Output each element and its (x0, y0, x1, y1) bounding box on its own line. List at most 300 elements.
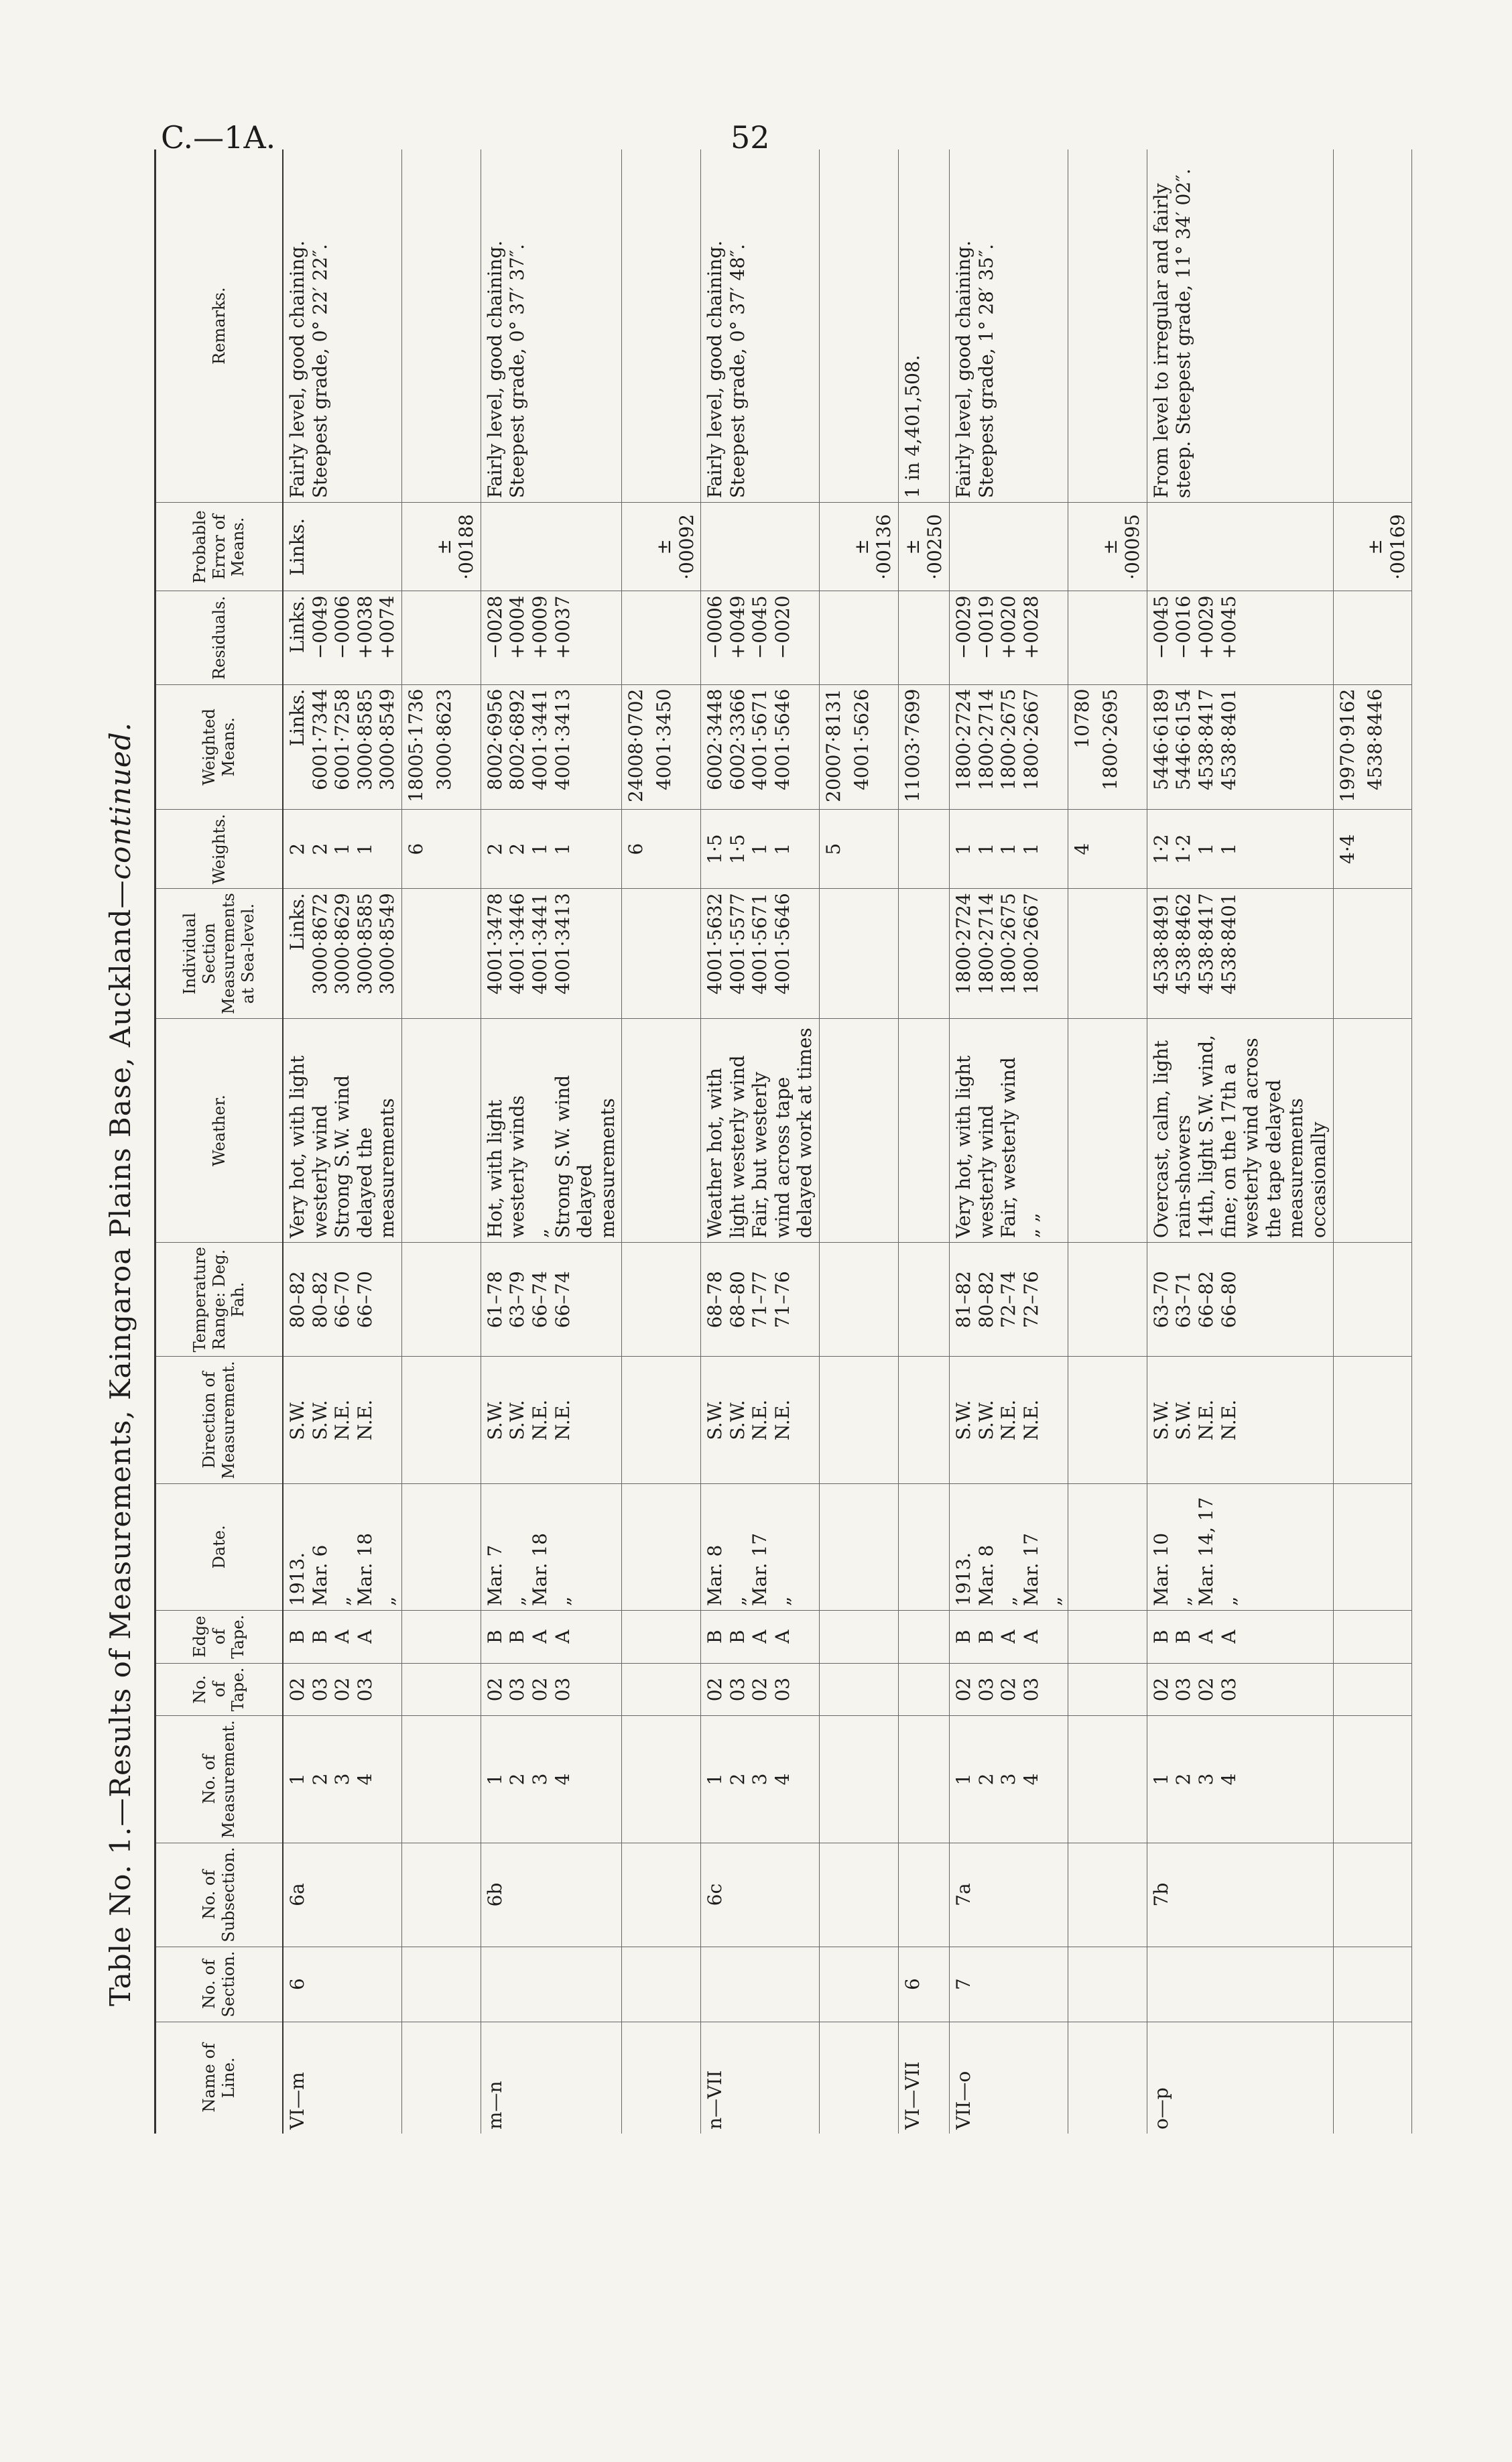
temperatures (1147, 1243, 1333, 1357)
empty-cell (1096, 1716, 1147, 1843)
empty-cell (650, 591, 701, 684)
empty-cell (1068, 1019, 1096, 1243)
dates (481, 1483, 622, 1610)
sealevel-values-entry: 1800·2675 (997, 893, 1020, 995)
empty-cell (650, 1843, 701, 1947)
dates-entry: „ (1042, 1596, 1065, 1606)
residuals-entry: +0020 (997, 595, 1020, 660)
tape-edges-entry: B (974, 1629, 997, 1644)
tape-edges-entry: A (997, 1629, 1020, 1644)
tape-numbers-entry: 02 (1194, 1677, 1217, 1702)
measurement-numbers-entry: 3 (997, 1773, 1020, 1786)
sealevel-values-entry: 4001·5671 (749, 893, 771, 995)
tape-numbers-entry: 03 (551, 1677, 574, 1702)
temperatures-entry: 72–76 (1019, 1271, 1042, 1329)
sealevel-values-entry: Links. (286, 893, 308, 951)
empty-cell (1333, 149, 1361, 503)
col-name-of-line: Name of Line. (155, 2022, 284, 2134)
sealevel-values-entry: 4001·3441 (528, 893, 551, 995)
weighted-means (283, 684, 401, 810)
empty-cell (848, 1610, 899, 1663)
weights-entry: 1·5 (726, 834, 749, 864)
empty-cell (848, 810, 899, 889)
table-title-suffix: continued. (104, 721, 137, 880)
empty-cell (650, 1483, 701, 1610)
empty-cell (820, 503, 848, 591)
tape-numbers-entry: 03 (1172, 1677, 1195, 1702)
empty-cell (401, 149, 430, 503)
empty-cell (401, 1019, 430, 1243)
weather-entry: Very hot, with light westerly wind (286, 1055, 331, 1239)
empty-cell (1361, 591, 1412, 684)
remark: Fairly level, good chaining. Steepest grade, 0° 22′ 22″. (286, 240, 331, 499)
empty-cell (1068, 591, 1096, 684)
weather (283, 1019, 401, 1243)
empty-cell (1361, 1483, 1412, 1610)
weighted-means-entry: 4538·8401 (1217, 688, 1240, 791)
weights (950, 810, 1068, 889)
empty-cell (430, 149, 481, 503)
table-row-total (1068, 149, 1096, 2134)
empty-cell (622, 1716, 650, 1843)
dates-entry: „ (551, 1596, 574, 1606)
col-edge: Edge of Tape. (155, 1610, 284, 1663)
empty-cell (1333, 591, 1361, 684)
sealevel-values-entry: 3000·8549 (376, 893, 399, 995)
tape-edges-entry: B (952, 1629, 975, 1644)
dates-entry: Mar. 18 (528, 1532, 551, 1606)
residuals-entry: +0009 (528, 595, 551, 660)
directions-entry: S.W. (974, 1400, 997, 1440)
weighted-means (1147, 684, 1333, 810)
tape-edges-entry: B (1172, 1629, 1195, 1644)
sealevel-values-entry: 1800·2667 (1019, 893, 1042, 995)
tape-edges-entry: A (353, 1629, 376, 1644)
weighted-means-entry: Links. (286, 688, 308, 747)
weights-entry: 1 (974, 843, 997, 855)
empty-cell (1333, 1716, 1361, 1843)
directions (701, 1357, 820, 1483)
tape-numbers-entry: 03 (1217, 1677, 1240, 1702)
empty-cell (650, 1019, 701, 1243)
measurement-numbers-entry: 3 (749, 1773, 771, 1786)
tape-edges (701, 1610, 820, 1663)
empty-cell (430, 2022, 481, 2134)
table-row-mean (848, 149, 899, 2134)
directions-entry: S.W. (952, 1400, 975, 1440)
empty-cell (898, 1716, 949, 1843)
dates (1147, 1483, 1333, 1610)
section-error: ± ·00092 (650, 503, 701, 591)
empty-cell (401, 591, 430, 684)
tape-edges-entry: B (1149, 1629, 1172, 1644)
empty-cell (848, 1243, 899, 1357)
empty-cell (622, 1610, 650, 1663)
residuals-entry: −0029 (952, 595, 975, 660)
weather-entry: Hot, with light westerly winds (483, 1095, 529, 1239)
tape-edges-entry: B (308, 1629, 331, 1644)
empty-cell (820, 1947, 848, 2022)
temperatures (701, 1243, 820, 1357)
empty-cell (401, 1947, 430, 2022)
measurement-numbers-entry: 3 (331, 1773, 354, 1786)
empty-cell (1361, 149, 1412, 503)
temperatures (481, 1243, 622, 1357)
residuals-entry: +0049 (726, 595, 749, 660)
page-number: 52 (731, 119, 770, 156)
weather (1147, 1019, 1333, 1243)
residuals-entry: +0028 (1019, 595, 1042, 660)
tape-edges-entry: A (528, 1629, 551, 1644)
total-weighted-mean: 19970·9162 (1333, 684, 1361, 810)
sealevel-values (701, 889, 820, 1019)
residuals-entry: +0074 (376, 595, 399, 660)
residuals-entry: +0037 (551, 595, 574, 660)
weights-entry: 2 (483, 843, 506, 855)
dates-entry: „ (376, 1596, 399, 1606)
weights-entry: 1 (997, 843, 1020, 855)
weighted-means (481, 684, 622, 810)
dates-entry: „ (771, 1596, 794, 1606)
empty-cell (430, 1947, 481, 2022)
weights-entry: 1 (551, 843, 574, 855)
dates-entry: Mar. 17 (749, 1532, 771, 1606)
section-number (701, 1947, 820, 2022)
empty-cell (1096, 1663, 1147, 1716)
col-date: Date. (155, 1483, 284, 1610)
empty-cell (622, 1947, 650, 2022)
col-subsection: No. of Subsection. (155, 1843, 284, 1947)
col-direction: Direction of Measurement. (155, 1357, 284, 1483)
tape-numbers (283, 1663, 401, 1716)
temperatures (283, 1243, 401, 1357)
residuals (283, 591, 401, 684)
col-remarks: Remarks. (155, 149, 284, 503)
line-name: o—p (1147, 2022, 1333, 2134)
measurement-numbers (1147, 1716, 1333, 1843)
weather-entry: 14th, light S.W. wind, fine; on the 17th a westerly wind across the tape delayed measurements occasionally (1194, 1034, 1330, 1239)
tape-edges-entry: B (506, 1629, 529, 1644)
tape-edges (950, 1610, 1068, 1663)
temperatures-entry: 68–78 (704, 1271, 727, 1329)
empty-cell (622, 1243, 650, 1357)
sealevel-values-entry: 4001·5632 (704, 893, 727, 995)
empty-cell (1096, 2022, 1147, 2134)
empty-cell (1361, 1019, 1412, 1243)
empty-cell (622, 1019, 650, 1243)
measurement-numbers-entry: 4 (1217, 1773, 1240, 1786)
measurement-numbers-entry: 2 (1172, 1773, 1195, 1786)
temperatures-entry: 61–78 (483, 1271, 506, 1329)
weighted-means-entry: 3000·8585 (353, 688, 376, 791)
weather-entry: Fair, but westerly wind across tape delayed work at times (749, 1028, 816, 1239)
empty-cell (848, 1019, 899, 1243)
measurement-numbers-entry: 1 (704, 1773, 727, 1786)
line-name: VI—m (283, 2022, 401, 2134)
empty-cell (650, 1357, 701, 1483)
empty-cell (1096, 889, 1147, 1019)
temperatures-entry: 71–77 (749, 1271, 771, 1329)
empty-cell (848, 1947, 899, 2022)
empty-cell (1333, 1663, 1361, 1716)
table-row-total (401, 149, 430, 2134)
empty-cell (1068, 1243, 1096, 1357)
temperatures-entry: 66–70 (353, 1271, 376, 1329)
empty-cell (401, 1663, 430, 1716)
empty-cell (1068, 1716, 1096, 1843)
dates-entry: 1913. (286, 1552, 308, 1606)
measurement-numbers-entry: 1 (286, 1773, 308, 1786)
empty-cell (622, 2022, 650, 2134)
table-row-total (820, 149, 848, 2134)
empty-cell (1068, 1663, 1096, 1716)
tape-numbers-entry: 02 (749, 1677, 771, 1702)
weights-entry: 2 (286, 843, 308, 855)
weights-entry: 2 (506, 843, 529, 855)
empty-cell (1333, 1610, 1361, 1663)
empty-cell (1333, 1243, 1361, 1357)
directions-entry: S.W. (286, 1400, 308, 1440)
dates-entry: „ (1172, 1596, 1195, 1606)
summary-mean: 11003·7699 (898, 684, 949, 810)
col-weights: Weights. (155, 810, 284, 889)
tape-edges-entry: B (726, 1629, 749, 1644)
subsection-number: 6b (481, 1843, 622, 1947)
temperatures-entry: 63–71 (1172, 1271, 1195, 1329)
empty-cell (622, 1483, 650, 1610)
empty-cell (1068, 1483, 1096, 1610)
table-row-total (622, 149, 650, 2134)
measurement-numbers (283, 1716, 401, 1843)
weighted-means-entry: 3000·8549 (376, 688, 399, 791)
residuals-entry: −0016 (1172, 595, 1195, 660)
dates-entry: Mar. 10 (1149, 1532, 1172, 1606)
sealevel-values (1147, 889, 1333, 1019)
weighted-means-entry: 1800·2724 (952, 688, 975, 791)
empty-cell (1068, 1357, 1096, 1483)
empty-cell (1361, 1357, 1412, 1483)
empty-cell (622, 149, 650, 503)
dates-entry: Mar. 7 (483, 1544, 506, 1606)
section-number (1147, 1947, 1333, 2022)
empty-cell (820, 1357, 848, 1483)
empty-cell (1361, 1243, 1412, 1357)
empty-cell (848, 2022, 899, 2134)
empty-cell (622, 591, 650, 684)
tape-numbers-entry: 02 (997, 1677, 1020, 1702)
sealevel-values-entry: 4001·3478 (483, 893, 506, 995)
weather-entry: Strong S.W. wind delayed measurements (551, 1074, 619, 1239)
residuals (481, 591, 622, 684)
table-title (104, 263, 137, 2006)
temperatures-entry: 80–82 (286, 1271, 308, 1329)
empty-cell (898, 810, 949, 889)
tape-edges-entry: A (1194, 1629, 1217, 1644)
measurement-numbers-entry: 2 (726, 1773, 749, 1786)
empty-cell (430, 1843, 481, 1947)
tape-edges-entry: A (331, 1629, 354, 1644)
section-mean: 3000·8623 (430, 684, 481, 810)
weather-entry: „ „ (1019, 1213, 1042, 1239)
empty-cell (898, 591, 949, 684)
tape-numbers (950, 1663, 1068, 1716)
directions-entry: S.W. (704, 1400, 727, 1440)
directions-entry: S.W. (308, 1400, 331, 1440)
tape-numbers-entry: 03 (353, 1677, 376, 1702)
table-body (283, 149, 1412, 2134)
weather-entry: Very hot, with light westerly wind (952, 1055, 997, 1239)
tape-edges-entry: A (749, 1629, 771, 1644)
directions-entry: N.E. (528, 1400, 551, 1440)
empty-cell (430, 1357, 481, 1483)
tape-numbers-entry: 03 (506, 1677, 529, 1702)
tape-numbers-entry: 02 (331, 1677, 354, 1702)
directions-entry: S.W. (1172, 1400, 1195, 1440)
measurement-numbers-entry: 1 (483, 1773, 506, 1786)
total-weight: 6 (622, 810, 650, 889)
sealevel-values-entry: 4001·3413 (551, 893, 574, 995)
remark: 1 in 4,401,508. (898, 149, 949, 503)
subsection-number: 7b (1147, 1843, 1333, 1947)
empty-cell (650, 1243, 701, 1357)
empty-cell (848, 889, 899, 1019)
sealevel-values-entry: 1800·2724 (952, 893, 975, 995)
weighted-means-entry: 4001·3413 (551, 688, 574, 791)
empty-cell (430, 591, 481, 684)
empty-cell (1096, 1610, 1147, 1663)
empty-cell (1096, 810, 1147, 889)
weather (701, 1019, 820, 1243)
section-number (481, 1947, 622, 2022)
section-mean: 4001·5626 (848, 684, 899, 810)
weights-entry: 1 (1019, 843, 1042, 855)
weather-entry: Weather hot, with light westerly wind (704, 1055, 749, 1239)
empty-cell (1068, 149, 1096, 503)
tape-edges-entry: A (551, 1629, 574, 1644)
weighted-means-entry: 6001·7258 (331, 688, 354, 791)
residuals-entry: +0045 (1217, 595, 1240, 660)
empty-cell (622, 1357, 650, 1483)
tape-numbers-entry: 03 (308, 1677, 331, 1702)
measurement-numbers (701, 1716, 820, 1843)
dates-entry: Mar. 8 (974, 1544, 997, 1606)
remark: Fairly level, good chaining. Steepest grade, 1° 28′ 35″. (952, 240, 997, 499)
empty-cell (820, 1019, 848, 1243)
dates-entry: „ (506, 1596, 529, 1606)
weights-entry: 1 (749, 843, 771, 855)
empty-cell (401, 1483, 430, 1610)
sealevel-values-entry: 4001·3446 (506, 893, 529, 995)
measurement-numbers-entry: 2 (506, 1773, 529, 1786)
weather-entry: Strong S.W. wind delayed the measurements (331, 1074, 399, 1239)
residuals-entry: −0045 (1149, 595, 1172, 660)
residuals-entry: −0019 (974, 595, 997, 660)
weights-entry: 1 (528, 843, 551, 855)
weighted-means-entry: 8002·6956 (483, 688, 506, 791)
directions-entry: S.W. (1149, 1400, 1172, 1440)
empty-cell (401, 889, 430, 1019)
residuals-entry: −0006 (704, 595, 727, 660)
table-row (283, 149, 401, 2134)
weighted-means-entry: 1800·2667 (1019, 688, 1042, 791)
measurement-numbers-entry: 4 (771, 1773, 794, 1786)
directions-entry: N.E. (331, 1400, 354, 1440)
col-weighted-means: Weighted Means. (155, 684, 284, 810)
total-weight: 4 (1068, 810, 1096, 889)
empty-cell (820, 889, 848, 1019)
sealevel-values (481, 889, 622, 1019)
weights-entry: 1 (952, 843, 975, 855)
dates-entry: „ (331, 1596, 354, 1606)
empty-cell (848, 1483, 899, 1610)
empty-cell (401, 503, 430, 591)
table-row-total (1333, 149, 1361, 2134)
empty-cell (622, 1843, 650, 1947)
empty-cell (820, 149, 848, 503)
temperatures-entry: 66–82 (1194, 1271, 1217, 1329)
measurement-numbers-entry: 4 (551, 1773, 574, 1786)
empty-cell (650, 1947, 701, 2022)
residuals-entry: −0049 (308, 595, 331, 660)
sealevel-values-entry: 4538·8417 (1194, 893, 1217, 995)
empty-cell (622, 889, 650, 1019)
page-header-left: C.—1A. (161, 119, 276, 156)
tape-numbers-entry: 02 (704, 1677, 727, 1702)
total-weighted-mean: 20007·8131 (820, 684, 848, 810)
directions-entry: N.E. (997, 1400, 1020, 1440)
tape-numbers (701, 1663, 820, 1716)
empty-cell (1068, 503, 1096, 591)
col-tape: No. of Tape. (155, 1663, 284, 1716)
tape-numbers-entry: 02 (286, 1677, 308, 1702)
weights-entry: 1·5 (704, 834, 727, 864)
weighted-means-entry: 4001·5671 (749, 688, 771, 791)
measurement-numbers-entry: 3 (528, 1773, 551, 1786)
table-row (950, 149, 1068, 2134)
directions (283, 1357, 401, 1483)
tape-edges-entry: B (483, 1629, 506, 1644)
empty-cell (1096, 1843, 1147, 1947)
temperatures-entry: 81–82 (952, 1271, 975, 1329)
empty-cell (1333, 1947, 1361, 2022)
empty-cell (650, 149, 701, 503)
temperatures-entry: 66–80 (1217, 1271, 1240, 1329)
empty-cell (650, 2022, 701, 2134)
col-residuals: Residuals. (155, 591, 284, 684)
weights-entry: 1 (1217, 843, 1240, 855)
empty-cell (820, 1716, 848, 1843)
empty-cell (1361, 1947, 1412, 2022)
empty-cell (1096, 1947, 1147, 2022)
sealevel-values-entry: 4001·5577 (726, 893, 749, 995)
section-error: ± ·00136 (848, 503, 899, 591)
table-row (701, 149, 820, 2134)
empty-cell (898, 1357, 949, 1483)
dates-entry: „ (1217, 1596, 1240, 1606)
section-mean: 4538·8446 (1361, 684, 1412, 810)
probable-error-unit (701, 503, 820, 591)
weighted-means-entry: 6002·3366 (726, 688, 749, 791)
empty-cell (1333, 503, 1361, 591)
line-name: VI—VII (898, 2022, 949, 2134)
weighted-means-entry: 1800·2714 (974, 688, 997, 791)
weather (481, 1019, 622, 1243)
header-row (155, 149, 284, 2134)
directions (481, 1357, 622, 1483)
col-temperature: Temperature Range: Deg. Fah. (155, 1243, 284, 1357)
empty-cell (650, 810, 701, 889)
remark: From level to irregular and fairly steep. Steepest grade, 11° 34′ 02″. (1149, 168, 1195, 499)
